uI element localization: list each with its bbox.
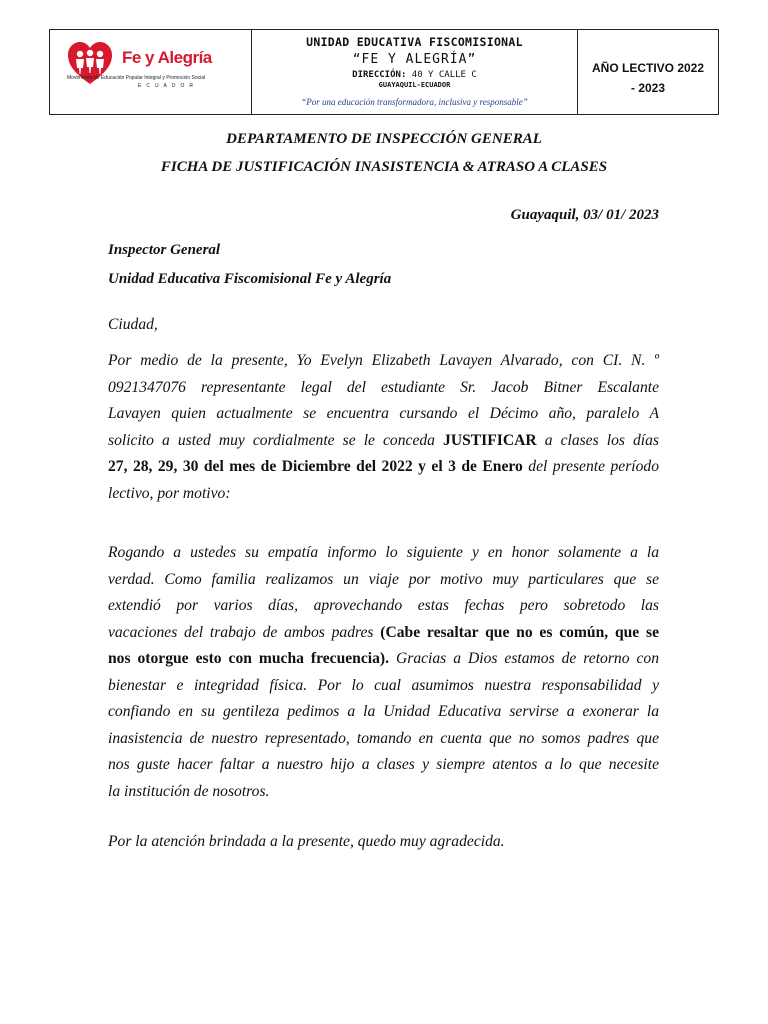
salutation: Ciudad, <box>108 316 158 333</box>
paragraph-line: 0921347076 representante legal del estudiante Sr. Jacob Bitner Escalante <box>108 378 659 396</box>
school-name: “FE Y ALEGRÍA” <box>352 52 477 67</box>
paragraph-reason <box>108 540 659 805</box>
text-segment: solicito a usted muy cordialmente se le conceda <box>108 431 435 449</box>
paragraph-request <box>108 348 659 507</box>
justify-keyword: JUSTIFICAR <box>443 431 537 449</box>
logo-cell <box>50 30 252 114</box>
paragraph-line <box>108 646 659 673</box>
paragraph-line: bienestar e integridad física. Por lo cual asumimos nuestra responsabilidad y <box>108 676 659 694</box>
text-segment: del presente período <box>528 458 659 475</box>
form-title: FICHA DE JUSTIFICACIÓN INASISTENCIA & ATRASO A CLASES <box>160 159 608 175</box>
paragraph-line: inasistencia de nuestro representado, tomando en cuenta que no somos padres que <box>108 729 659 747</box>
paragraph-line <box>108 428 659 455</box>
paragraph-line: confiando en su gentileza pedimos a la Unidad Educativa servirse a exonerar la <box>108 703 659 720</box>
paragraph-line: Rogando a ustedes su empatía informo lo siguiente y en honor solamente a la <box>108 544 659 561</box>
address-value: 40 Y CALLE C <box>411 70 477 80</box>
school-motto: “Por una educación transformadora, inclusiva y responsable” <box>301 97 528 107</box>
address-label: DIRECCIÓN: <box>352 70 407 80</box>
emphasis-note: nos otorgue esto con mucha frecuencia). <box>108 650 389 667</box>
brand-name: Fe y Alegría <box>122 48 212 67</box>
text-segment: Gracias a Dios estamos de retorno con <box>395 650 659 667</box>
paragraph-line: verdad. Como familia realizamos un viaje por motivo muy particulares que se <box>108 570 659 588</box>
paragraph-line: extendió por varios días, aprovechando estas fechas pero sobretodo las <box>108 597 659 614</box>
school-title: UNIDAD EDUCATIVA FISCOMISIONAL <box>306 35 523 49</box>
school-address <box>252 70 577 80</box>
text-segment: a clases los días <box>544 431 660 449</box>
emphasis-note: (Cabe resaltar que no es común, que se <box>380 623 659 641</box>
school-year-line-1: AÑO LECTIVO 2022 <box>591 61 705 75</box>
brand-subtitle: Movimiento de Educación Popular Integral y Promoción Social <box>67 75 206 81</box>
department-heading: DEPARTAMENTO DE INSPECCIÓN GENERAL <box>226 131 542 147</box>
recipient-title: Inspector General <box>108 242 221 258</box>
closing-line: Por la atención brindada a la presente, quedo muy agradecida. <box>108 833 505 850</box>
text-segment: vacaciones del trabajo de ambos padres <box>108 623 374 641</box>
paragraph-line: nos guste hacer faltar a nuestro hijo a clases y siempre atentos a lo que necesite <box>108 756 659 773</box>
letter-date: Guayaquil, 03/ 01/ 2023 <box>510 207 659 223</box>
school-year-line-2: - 2023 <box>630 81 666 95</box>
absence-dates: 27, 28, 29, 30 del mes de Diciembre del 2022 y el 3 de Enero <box>108 458 523 475</box>
school-year <box>578 58 718 98</box>
recipient-organization: Unidad Educativa Fiscomisional Fe y Alegría <box>108 271 392 287</box>
paragraph-line: lectivo, por motivo: <box>108 484 231 502</box>
paragraph-line: Por medio de la presente, Yo Evelyn Elizabeth Lavayen Alvarado, con CI. N. º <box>108 352 659 369</box>
paragraph-line: la institución de nosotros. <box>108 782 270 800</box>
school-info-cell <box>252 30 578 114</box>
paragraph-line <box>108 454 659 481</box>
brand-country: ECUADOR <box>138 83 199 89</box>
school-year-cell <box>578 30 718 114</box>
letterhead-table <box>49 29 719 115</box>
paragraph-line <box>108 620 659 647</box>
school-city: GUAYAQUIL-ECUADOR <box>378 81 451 89</box>
paragraph-line: Lavayen quien actualmente se encuentra cursando el Décimo año, paralelo A <box>108 405 659 422</box>
